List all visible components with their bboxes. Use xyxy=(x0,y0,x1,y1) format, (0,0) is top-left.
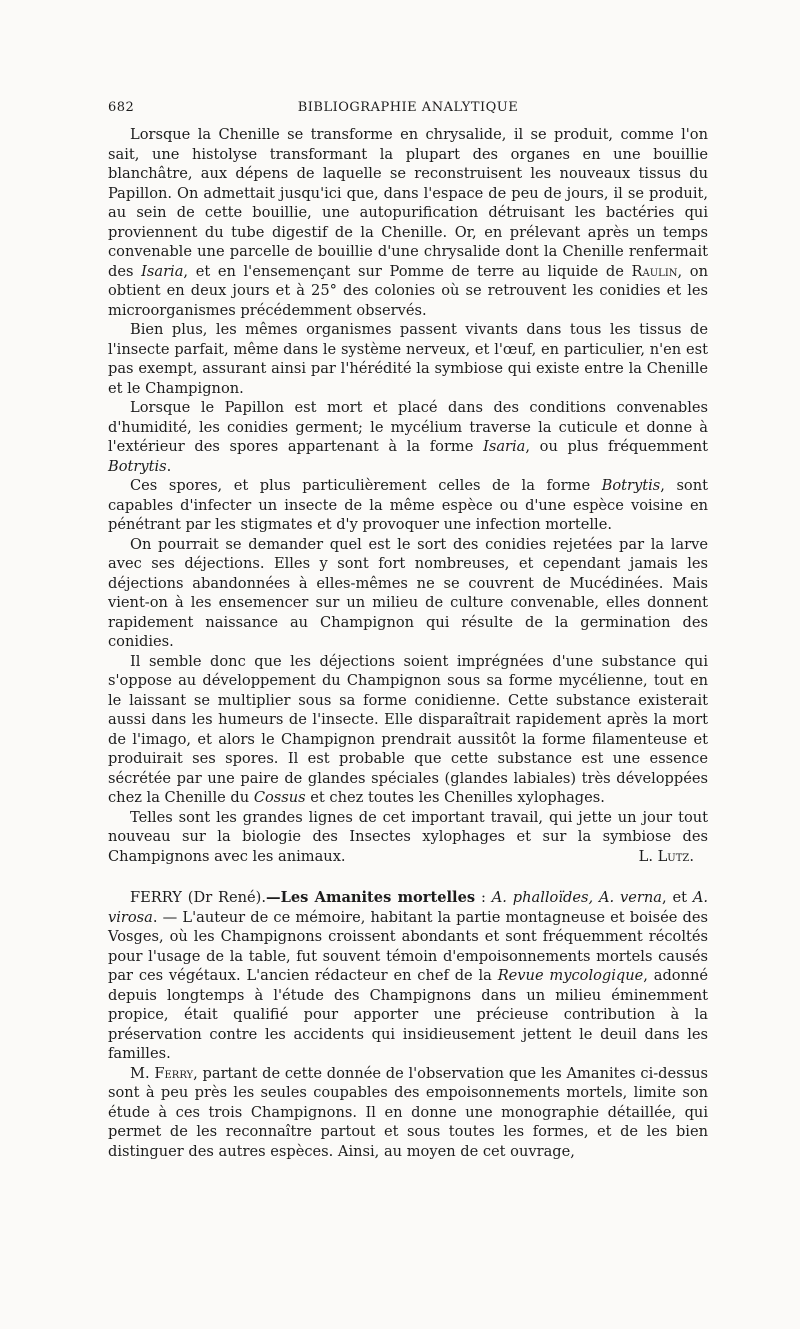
review-lutz xyxy=(108,125,708,866)
paragraph: Lorsque la Chenille se transforme en chrysalide, il se produit, comme l'on sait, une histolyse transformant la plupart des organes en une bouillie blanchâtre, aux dépens de laquelle se reconstruisent les nouveaux tissus du Papillon. On admettait jusqu'ici que, dans l'espace de peu de jours, il se produit, au sein de cette bouillie, une autopurification détruisant les bactéries qui proviennent du tube digestif de la Chenille. Or, en prélevant après un temps convenable une parcelle de bouillie d'une chrysalide dont la Chenille renfermait des Isaria, et en l'ensemençant sur Pomme de terre au liquide de Raulin, on obtient en deux jours et à 25° des colonies où se retrouvent les conidies et les microorganismes précédemment observés. xyxy=(108,126,708,319)
paragraph: On pourrait se demander quel est le sort des conidies rejetées par la larve avec ses déjections. Elles y sont fort nombreuses, et cependant jamais les déjections abandonnées à elles-mêmes ne se couvrent de Mucédinées. Mais vient-on à les ensemencer sur un milieu de culture convenable, elles donnent rapidement naissance au Champignon qui résulte de la germination des conidies. xyxy=(108,535,708,650)
article-title: —Les Amanites mortelles xyxy=(266,889,476,906)
paragraph: FERRY (Dr René).—Les Amanites mortelles : A. phalloïdes, A. verna, et A. virosa. — L'auteur de ce mémoire, habitant la partie montagneuse et boisée des Vosges, où les Champignons croissent abondants et sont fréquemment récoltés pour l'usage de la table, fut souvent témoin d'empoisonnements mortels causés par ces végétaux. L'ancien rédacteur en chef de la Revue mycologique, adonné depuis longtemps à l'étude des Champignons dans un milieu éminemment propice, était qualifié pour apporter une précieuse contribution à la préservation contre les accidents qui insidieusement jettent le deuil dans les familles. xyxy=(108,889,709,1062)
paragraph: Telles sont les grandes lignes de cet important travail, qui jette un jour tout nouveau sur la biologie des Insectes xylophages et sur la symbiose des Champignons avec les animaux. L. Lutz. xyxy=(108,808,708,865)
running-title: BIBLIOGRAPHIE ANALYTIQUE xyxy=(297,100,519,115)
paragraph: M. Ferry, partant de cette donnée de l'observation que les Amanites ci-dessus sont à peu près les seules coupables des empoisonnements mortels, limite son étude à ces trois Champignons. Il en donne une monographie détaillée, qui permet de les reconnaître partout et sous toutes les formes, et de les bien distinguer des autres espèces. Ainsi, au moyen de cet ouvrage, xyxy=(108,1064,709,1160)
review-ferry xyxy=(108,888,708,1161)
paragraph: Lorsque le Papillon est mort et placé dans des conditions convenables d'humidité, les conidies germent; le mycélium traverse la cuticule et donne à l'extérieur des spores appartenant à la forme Isaria, ou plus fréquemment Botrytis. xyxy=(108,399,709,475)
paragraph: Bien plus, les mêmes organismes passent vivants dans tous les tissus de l'insecte parfait, même dans le système nerveux, et l'œuf, en particulier, n'en est pas exempt, assurant ainsi par l'hérédité la symbiose qui existe entre la Chenille et le Champignon. xyxy=(108,321,708,397)
section-gap xyxy=(108,866,708,888)
signature: L. Lutz. xyxy=(638,847,694,865)
paragraph: Il semble donc que les déjections soient imprégnées d'une substance qui s'oppose au développement du Champignon sous sa forme mycélienne, tout en le laissant se multiplier sous sa forme conidienne. Cette substance existerait aussi dans les humeurs de l'insecte. Elle disparaîtrait rapidement après la mort de l'imago, et alors le Champignon prendrait aussitôt la forme filamenteuse et produirait ses spores. Il est probable que cette substance est une essence sécrétée par une paire de glandes spéciales (glandes labiales) très développées chez la Chenille du Cossus et chez toutes les Chenilles xylophages. xyxy=(108,652,708,806)
author: FERRY (Dr René). xyxy=(130,889,267,906)
page-header xyxy=(108,100,708,120)
paragraph: Ces spores, et plus particulièrement celles de la forme Botrytis, sont capables d'infecter un insecte de la même espèce ou d'une espèce voisine en pénétrant par les stigmates et d'y provoquer une infection mortelle. xyxy=(108,477,708,533)
page xyxy=(108,100,708,1161)
page-number: 682 xyxy=(108,100,135,115)
